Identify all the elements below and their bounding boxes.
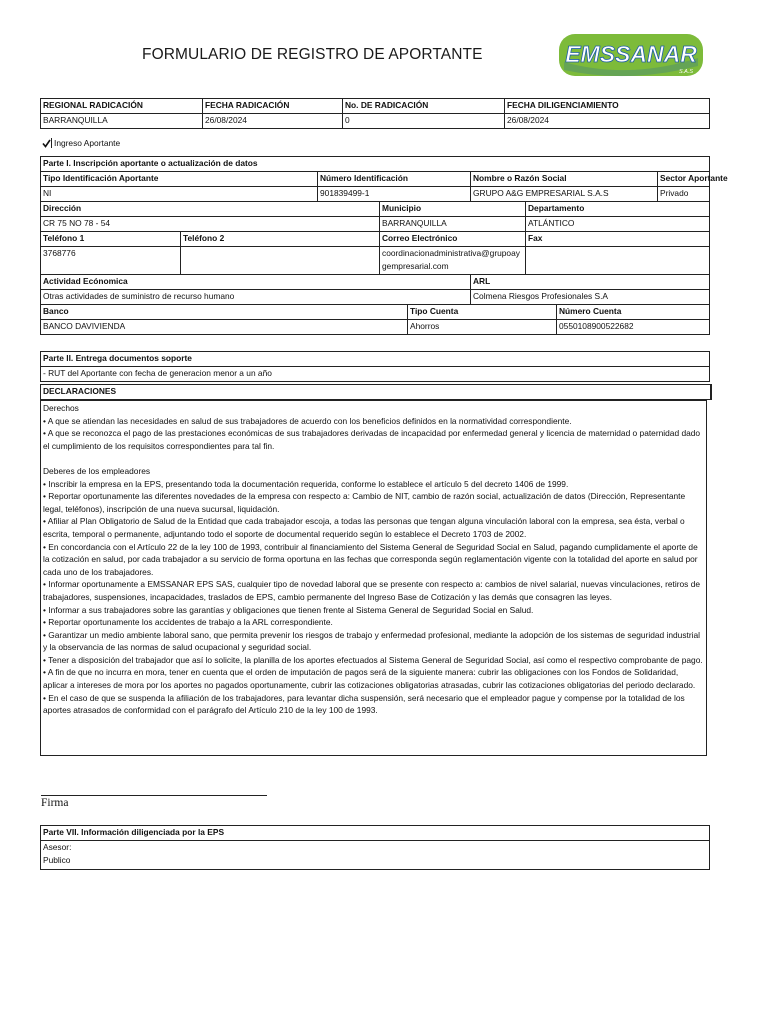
numero-cuenta-label: Número Cuenta [557, 305, 710, 320]
fecha-radicacion-value: 26/08/2024 [203, 114, 343, 129]
departamento-value: ATLÁNTICO [526, 217, 710, 232]
derechos-title: Derechos [43, 403, 79, 413]
regional-radicacion-label: REGIONAL RADICACIÓN [41, 99, 203, 114]
telefono1-label: Teléfono 1 [41, 232, 181, 247]
logo-wordmark: EMSSANAR [565, 41, 697, 67]
telefono2-value [181, 247, 380, 275]
signature-line [41, 795, 267, 796]
sector-aportante-value: Privado [658, 187, 710, 202]
no-radicacion-label: No. DE RADICACIÓN [343, 99, 505, 114]
banco-label: Banco [41, 305, 408, 320]
razon-social-label: Nombre o Razón Social [471, 172, 658, 187]
correo-value [380, 247, 526, 275]
actividad-economica-label: Actividad Ecónomica [41, 275, 471, 290]
logo-sas: S.A.S [678, 69, 694, 75]
emssanar-logo [558, 32, 704, 78]
declaraciones-title: DECLARACIONES [41, 385, 711, 400]
parte1-table [40, 156, 728, 335]
banco-value: BANCO DAVIVIENDA [41, 320, 408, 335]
departamento-label: Departamento [526, 202, 710, 217]
fax-label: Fax [526, 232, 710, 247]
fecha-radicacion-label: FECHA RADICACIÓN [203, 99, 343, 114]
deber-item: • Informar oportunamente a EMSSANAR EPS SAS, cualquier tipo de novedad laboral que se presente con respecto a: cambios de nivel salarial, nuevas vinculaciones, retiros de trabajadores, suspensiones, incapacidades, traslados de EPS, cambio permanente del Ingreso Base de Cotización y las demás que consagren las leyes. [43, 579, 701, 602]
parte2-table [40, 351, 710, 382]
sector-aportante-label: Sector Aportante [658, 172, 710, 187]
telefono2-label: Teléfono 2 [181, 232, 380, 247]
municipio-label: Municipio [380, 202, 526, 217]
tipo-cuenta-value: Ahorros [408, 320, 557, 335]
deber-item: • En concordancia con el Artículo 22 de la ley 100 de 1993, contribuir al financiamiento del Sistema General de Seguridad Social en Salud, pagando cumplidamente el aporte de la cotización en salud, por cada trabajador a su servicio de forma oportuna en las fechas que corresponda según reglamentación vigente con la totalidad del aporte en salud por cada uno de los trabajadores. [43, 541, 698, 577]
razon-social-value: GRUPO A&G EMPRESARIAL S.A.S [471, 187, 658, 202]
fecha-diligenciamiento-value: 26/08/2024 [505, 114, 710, 129]
tipo-identificacion-value: NI [41, 187, 318, 202]
correo-line-1: coordinacionadministrativa@grupoay [382, 248, 520, 258]
signature-label: Firma [41, 797, 69, 809]
numero-identificacion-label: Número Identificación [318, 172, 471, 187]
form-title: FORMULARIO DE REGISTRO DE APORTANTE [142, 46, 483, 63]
publico-value: Publico [43, 855, 71, 865]
tipo-cuenta-label: Tipo Cuenta [408, 305, 557, 320]
deber-item: • Inscribir la empresa en la EPS, presentando toda la documentación requerida, conforme lo establece el artículo 5 del decreto 1406 de 1999. [43, 478, 569, 489]
deber-item: • Garantizar un medio ambiente laboral sano, que permita prevenir los riesgos de trabajo y enfermedad profesional, mediante la adopción de los sistemas de seguridad industrial y la observancia de las normas de salud ocupacional y seguridad social. [43, 629, 701, 653]
declaraciones-header-table [40, 384, 712, 400]
asesor-label: Asesor: [43, 842, 72, 852]
radicacion-table [40, 98, 710, 129]
deber-item: • Tener a disposición del trabajador que así lo solicite, la planilla de los aportes efectuados al Sistema General de Seguridad Social, así como el respectivo comprobante de pago. [43, 654, 703, 665]
deber-item: • Reportar oportunamente los accidentes de trabajo a la ARL correspondiente. [43, 617, 333, 628]
parte7-title: Parte VII. Información diligenciada por la EPS [41, 826, 710, 841]
ingreso-aportante-option [42, 138, 120, 148]
correo-label: Correo Electrónico [380, 232, 526, 247]
documento-soporte-item: - RUT del Aportante con fecha de generacion menor a un año [41, 367, 710, 382]
arl-value: Colmena Riesgos Profesionales S.A [471, 290, 710, 305]
declaraciones-body [40, 400, 707, 756]
parte7-table [40, 825, 710, 870]
deber-item: • En el caso de que se suspenda la afiliación de los trabajadores, para levantar dicha suspensión, será necesario que el empleador pague y compense por la totalidad de los aportes atrasados de conformidad con el parágrafo del Artículo 210 de la ley 100 de 1993. [43, 692, 685, 716]
tipo-identificacion-label: Tipo Identificación Aportante [41, 172, 318, 187]
actividad-economica-value: Otras actividades de suministro de recurso humano [41, 290, 471, 305]
municipio-value: BARRANQUILLA [380, 217, 526, 232]
telefono1-value: 3768776 [41, 247, 181, 275]
deber-item: • Afiliar al Plan Obligatorio de Salud de la Entidad que cada trabajador escoja, a todas las personas que tengan alguna vinculación laboral con la empresa, sea ésta, verbal o escrita, temporal o permanente, adjuntando todo el soporte de documental requerido según lo establece el Decreto 1703 de 2002. [43, 516, 685, 539]
correo-line-2: gempresarial.com [382, 261, 449, 271]
deber-item: • A fin de que no incurra en mora, tener en cuenta que el orden de imputación de pagos será de la siguiente manera: cubrir las obligaciones con los Fondos de Solidaridad, aplicar a intereses de mora por los aportes no pagados oportunamente, cubrir las cotizaciones obligatorias atrasadas, cubrir las cotizaciones obligatorias del periodo declarado. [43, 667, 696, 691]
fecha-diligenciamiento-label: FECHA DILIGENCIAMIENTO [505, 99, 710, 114]
no-radicacion-value: 0 [343, 114, 505, 129]
derecho-item: • A que se reconozca el pago de las prestaciones económicas de sus trabajadores derivadas de incapacidad por enfermedad general y licencia de maternidad o paternidad dado el cumplimiento de los requisitos correspondientes para tal fin. [43, 428, 701, 451]
deber-item: • Reportar oportunamente las diferentes novedades de la empresa con respecto a: Cambio de NIT, cambio de razón social, actualización de datos (Dirección, Representante legal, teléfonos), inscripción de una nueva sucursal, liquidación. [43, 491, 686, 514]
direccion-label: Dirección [41, 202, 380, 217]
parte2-title: Parte II. Entrega documentos soporte [41, 352, 710, 367]
deberes-title: Deberes de los empleadores [43, 465, 151, 476]
regional-radicacion-value: BARRANQUILLA [41, 114, 203, 129]
numero-cuenta-value: 0550108900522682 [557, 320, 710, 335]
ingreso-aportante-label: Ingreso Aportante [54, 138, 121, 148]
parte1-title: Parte I. Inscripción aportante o actualización de datos [41, 157, 710, 172]
derecho-item: • A que se atiendan las necesidades en salud de sus trabajadores de acuerdo con los beneficios definidos en la normatividad correspondiente. [43, 415, 572, 426]
arl-label: ARL [471, 275, 710, 290]
direccion-value: CR 75 NO 78 - 54 [41, 217, 380, 232]
checkbox-checked-icon [42, 138, 52, 148]
parte7-body [41, 841, 710, 870]
numero-identificacion-value: 901839499-1 [318, 187, 471, 202]
fax-value [526, 247, 710, 275]
deber-item: • Informar a sus trabajadores sobre las garantías y obligaciones que tienen frente al Sistema General de Seguridad Social en Salud. [43, 604, 534, 615]
